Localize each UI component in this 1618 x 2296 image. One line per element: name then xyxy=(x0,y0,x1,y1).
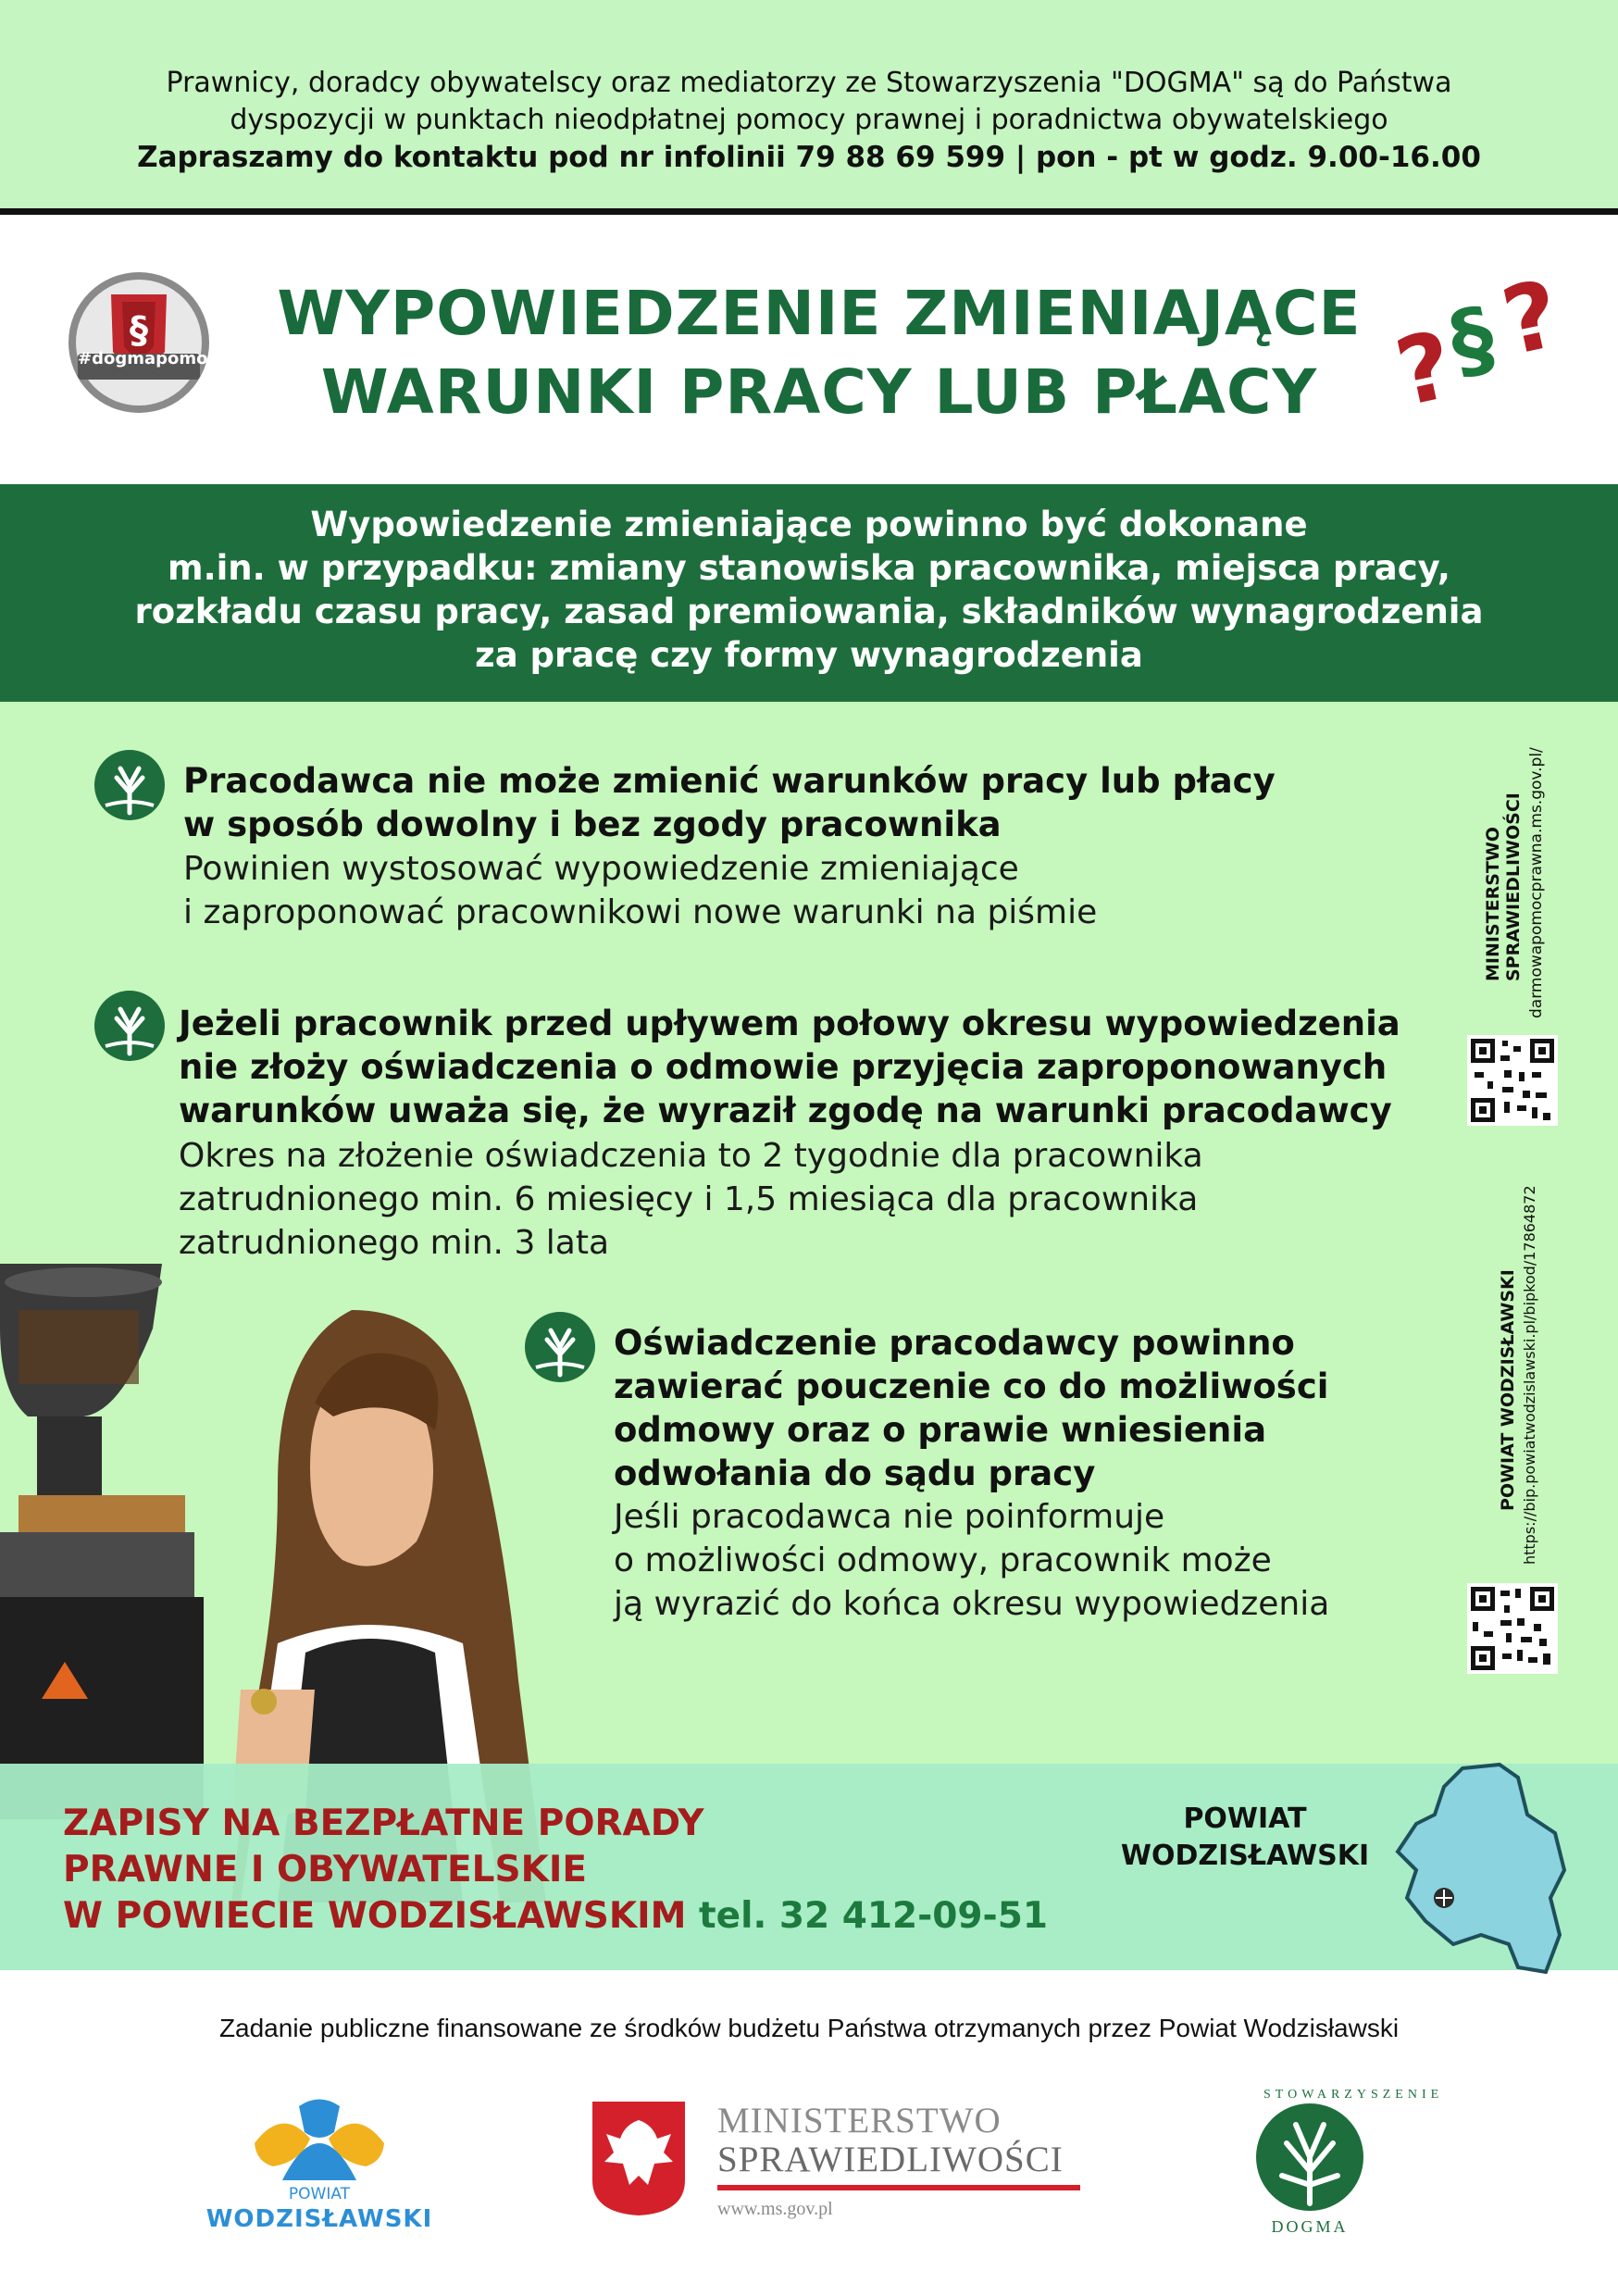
svg-text:§: § xyxy=(130,309,148,352)
powiat-logo-name: WODZISŁAWSKI xyxy=(205,2205,433,2233)
ministry-side-label: MINISTERSTWO SPRAWIEDLIWOŚCI xyxy=(1483,792,1524,981)
badge-label: #dogmapomoc xyxy=(78,349,218,368)
point-1-title: Pracodawca nie może zmienić warunków pracy lub płacy w sposób dowolny i bez zgody pracownika xyxy=(183,761,1276,844)
qr-code-icon-powiat[interactable] xyxy=(1467,1583,1558,1674)
intro-text: Wypowiedzenie zmieniające powinno być dokonane m.in. w przypadku: zmiany stanowiska pracownika, miejsca pracy, rozkładu czasu pracy, zasad premiowania, składników wynagrodzenia za pracę czy formy wynagrodzenia xyxy=(134,505,1484,675)
powiat-map-label: POWIAT WODZISŁAWSKI xyxy=(1120,1803,1370,1872)
header-divider xyxy=(0,208,1618,215)
point-2-text: Okres na złożenie oświadczenia to 2 tygodnie dla pracownika zatrudnionego min. 6 miesięcy i 1,5 miesiąca dla pracownika zatrudnionego min. 3 lata xyxy=(179,1137,1203,1262)
registration-line-3: W POWIECIE WODZISŁAWSKIM tel. 32 412-09-51 xyxy=(63,1895,1049,1937)
powiat-side-url[interactable]: https://bip.powiatwodzislawski.pl/bipkod/17864872 xyxy=(1521,1185,1538,1565)
page-title-line-1: WYPOWIEDZENIE ZMIENIAJĄCE xyxy=(277,278,1362,349)
dogmapomoc-badge-icon xyxy=(65,268,218,417)
powiat-wodzislawski-logo-icon xyxy=(245,2088,393,2190)
tree-bullet-icon-3 xyxy=(523,1310,597,1384)
point-1-text: Powinien wystosować wypowiedzenie zmieniające i zaproponować pracownikowi nowe warunki na piśmie xyxy=(183,850,1098,931)
registration-phone[interactable]: tel. 32 412-09-51 xyxy=(698,1895,1049,1937)
polish-eagle-emblem-icon xyxy=(588,2097,690,2217)
ministry-logo-url[interactable]: www.ms.gov.pl xyxy=(717,2199,833,2219)
point-2-title: Jeżeli pracownik przed upływem połowy okresu wypowiedzenia nie złoży oświadczenia o odmowie przyjęcia zaproponowanych warunków uważa się, że wyraził zgodę na warunki pracodawcy xyxy=(179,1004,1400,1130)
powiat-logo-small: POWIAT xyxy=(288,2185,351,2203)
powiat-map-icon xyxy=(1388,1759,1574,1981)
ministry-logo-line-2: SPRAWIEDLIWOŚCI xyxy=(717,2140,1064,2179)
registration-line-1: ZAPISY NA BEZPŁATNE PORADY xyxy=(63,1803,704,1844)
ministry-logo-stripe xyxy=(717,2185,1080,2190)
question-paragraph-decoration: ? § ? xyxy=(1387,259,1569,428)
point-3-title: Oświadczenie pracodawcy powinno zawierać pouczenie co do możliwości odmowy oraz o prawie wniesienia odwołania do sądu pracy xyxy=(614,1323,1329,1493)
point-3-text: Jeśli pracodawca nie poinformuje o możliwości odmowy, pracownik może ją wyrazić do końca okresu wypowiedzenia xyxy=(614,1498,1330,1623)
funding-note: Zadanie publiczne finansowane ze środków budżetu Państwa otrzymanych przez Powiat Wodzisławski xyxy=(218,2014,1400,2042)
registration-line-2: PRAWNE I OBYWATELSKIE xyxy=(63,1849,587,1890)
dogma-ring-text: STOWARZYSZENIE xyxy=(1263,2088,1444,2102)
qr-code-icon-ministry[interactable] xyxy=(1467,1035,1558,1126)
tree-bullet-icon-1 xyxy=(93,748,167,822)
header-bar xyxy=(0,0,1618,208)
ministry-side-url[interactable]: darmowapomocprawna.ms.gov.pl/ xyxy=(1527,747,1546,1018)
page-title-line-2: WARUNKI PRACY LUB PŁACY xyxy=(320,356,1318,428)
ministry-logo-line-1: MINISTERSTWO xyxy=(717,2101,1002,2140)
dogma-logo-name: DOGMA xyxy=(1271,2217,1349,2236)
tree-bullet-icon-2 xyxy=(93,989,167,1063)
header-line-2: dyspozycji w punktach nieodpłatnej pomocy prawnej i poradnictwa obywatelskiego xyxy=(230,104,1388,136)
powiat-side-label: POWIAT WODZISŁAWSKI xyxy=(1498,1269,1518,1511)
header-hotline: Zapraszamy do kontaktu pod nr infolinii 79 88 69 599 | pon - pt w godz. 9.00-16.00 xyxy=(137,141,1481,174)
header-line-1: Prawnicy, doradcy obywatelscy oraz mediatorzy ze Stowarzyszenia "DOGMA" są do Państwa xyxy=(166,67,1452,99)
